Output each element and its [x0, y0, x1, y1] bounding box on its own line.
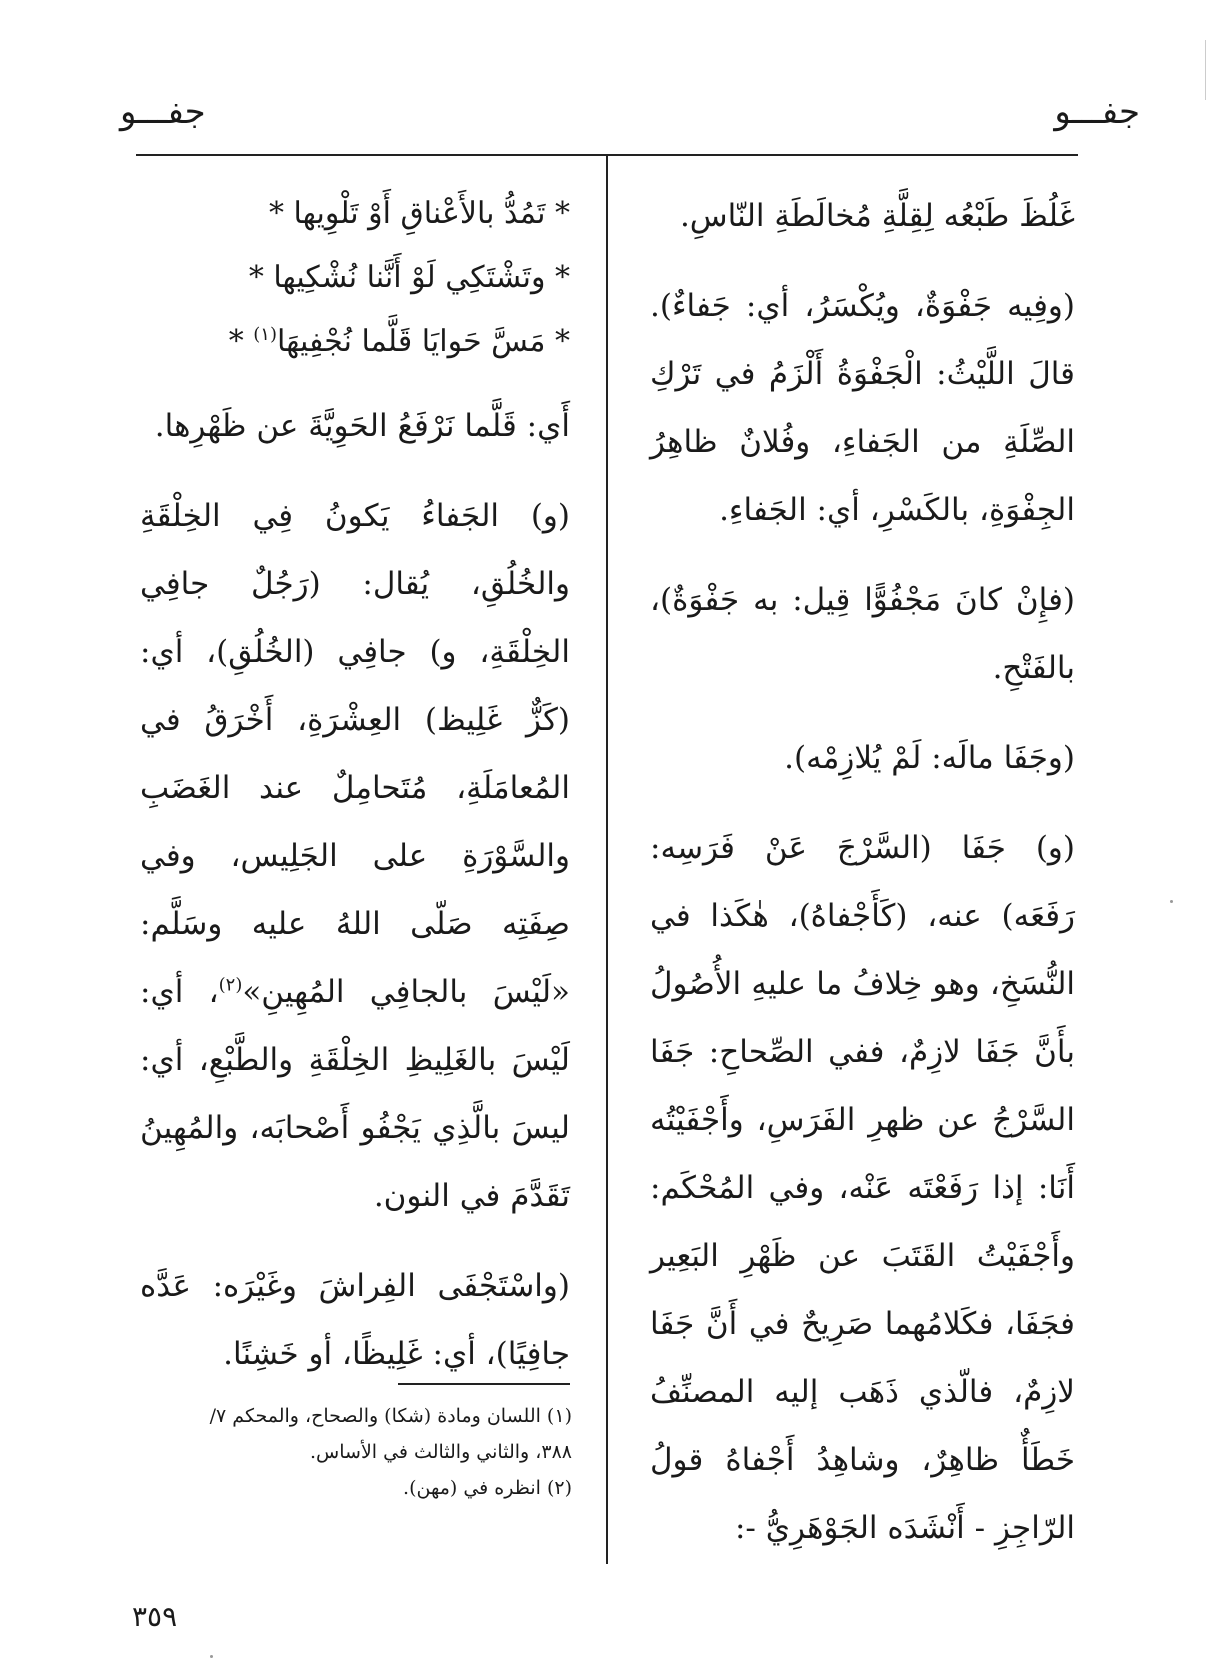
- scan-speck: [1170, 900, 1173, 903]
- paragraph: (وجَفَا مالَه: لَمْ يُلازِمْه).: [784, 740, 1075, 776]
- footnote-rule: [398, 1383, 570, 1385]
- footnote-1-continued: ٣٨٨، والثاني والثالث في الأساس.: [310, 1441, 572, 1463]
- paragraph: أَي: قَلَّما نَرْفَعُ الحَوِيَّةَ عن ظَهْرِها.: [154, 408, 570, 444]
- header-word-right: جفـــو: [1054, 92, 1140, 132]
- footnote-ref: (١): [253, 324, 277, 345]
- paragraph-text: ، أي: لَيْسَ بالغَلِيظِ الخِلْقَةِ والطَّبْعِ، أي: ليسَ بالَّذِي يَجْفُو أَصْحابَه، والمُهِينُ تَقَدَّمَ في النون.: [140, 974, 570, 1214]
- right-column: [650, 182, 1075, 1584]
- footnote-2: (٢) انظره في (مهن).: [403, 1477, 572, 1499]
- poem-verses: [140, 182, 570, 374]
- verse-end-mark: *: [228, 324, 254, 359]
- paragraph: (واسْتَجْفَى الفِراشَ وغَيْرَه: عَدَّه جافِيًا)، أي: غَلِيظًا، أو خَشِنًا.: [140, 1268, 570, 1372]
- column-divider: [606, 154, 608, 1564]
- page-number: ٣٥٩: [132, 1600, 178, 1633]
- paragraph: (وفِيه جَفْوَةٌ، ويُكْسَرُ، أي: جَفاءٌ). قالَ اللَّيْثُ: الْجَفْوَةُ أَلْزَمُ في تَرْكِ الصِّلَةِ من الجَفاءِ، وفُلانٌ ظاهِرُ الجِفْوَةِ، بالكَسْرِ، أي: الجَفاءِ.: [650, 288, 1075, 528]
- verse-line: [140, 310, 570, 374]
- footnote-1: (١) اللسان ومادة (شكا) والصحاح، والمحكم ٧/: [209, 1405, 572, 1427]
- left-column: [140, 182, 570, 1410]
- verse-line: * تَمُدُّ بالأَعْناقِ أَوْ تَلْوِيها *: [268, 196, 570, 231]
- paragraph: [140, 482, 570, 1230]
- paragraph: (فإِنْ كانَ مَجْفُوًّا قِيل: به جَفْوَةٌ)، بالفَتْحِ.: [650, 582, 1075, 686]
- paragraph: (و) جَفَا (السَّرْجَ عَنْ فَرَسِه: رَفَعَه) عنه، (كَأَجْفاهُ)، هٰكَذا في النُّسَخِ، وهو خِلافُ ما عليهِ الأُصُولُ بأَنَّ جَفَا لازِمٌ، ففي الصِّحاحِ: جَفَا السَّرْجُ عن ظهرِ الفَرَسِ، وأَجْفَيْتُه أَنَا: إذا رَفَعْتَه عَنْه، وفي المُحْكَم: وأَجْفَيْتُ القَتَبَ عن ظَهْرِ البَعِير فجَفَا، فكَلامُهما صَرِيحٌ في أَنَّ جَفَا لازِمٌ، فالّذي ذَهَب إليه المصنِّفُ خَطَأٌ ظاهِرٌ، وشاهِدُ أَجْفاهُ قولُ الرّاجِزِ - أَنْشَدَه الجَوْهَرِيُّ -:: [650, 830, 1075, 1546]
- footnote-ref: (٢): [218, 974, 243, 996]
- paragraph: غَلُظَ طَبْعُه لِقِلَّةِ مُخالَطَةِ النّاسِ.: [679, 198, 1075, 234]
- verse-text: * مَسَّ حَوايَا قَلَّما نُجْفِيهَا: [277, 324, 570, 359]
- header-word-left: جفـــو: [120, 92, 206, 132]
- paragraph-text: (و) الجَفاءُ يَكونُ فِي الخِلْقَةِ والخُلُقِ، يُقال: (رَجُلٌ جافِي الخِلْقَةِ، و) جافِي (الخُلُقِ)، أي: (كَزٌّ غَلِيظ) العِشْرَةِ، أَخْرَقُ في المُعامَلَةِ، مُتَحامِلٌ عند الغَضَبِ والسَّوْرَةِ على الجَلِيس، وفي صِفَتِه صَلّى اللهُ عليه وسَلَّم: «لَيْسَ بالجافِي المُهِينِ»: [140, 498, 570, 1010]
- verse-line: * وتَشْتَكِي لَوْ أَنَّنا نُشْكِيها *: [248, 260, 570, 295]
- scan-speck: [210, 1655, 213, 1658]
- footnotes: [140, 1398, 572, 1506]
- scan-edge-mark: [1205, 40, 1206, 100]
